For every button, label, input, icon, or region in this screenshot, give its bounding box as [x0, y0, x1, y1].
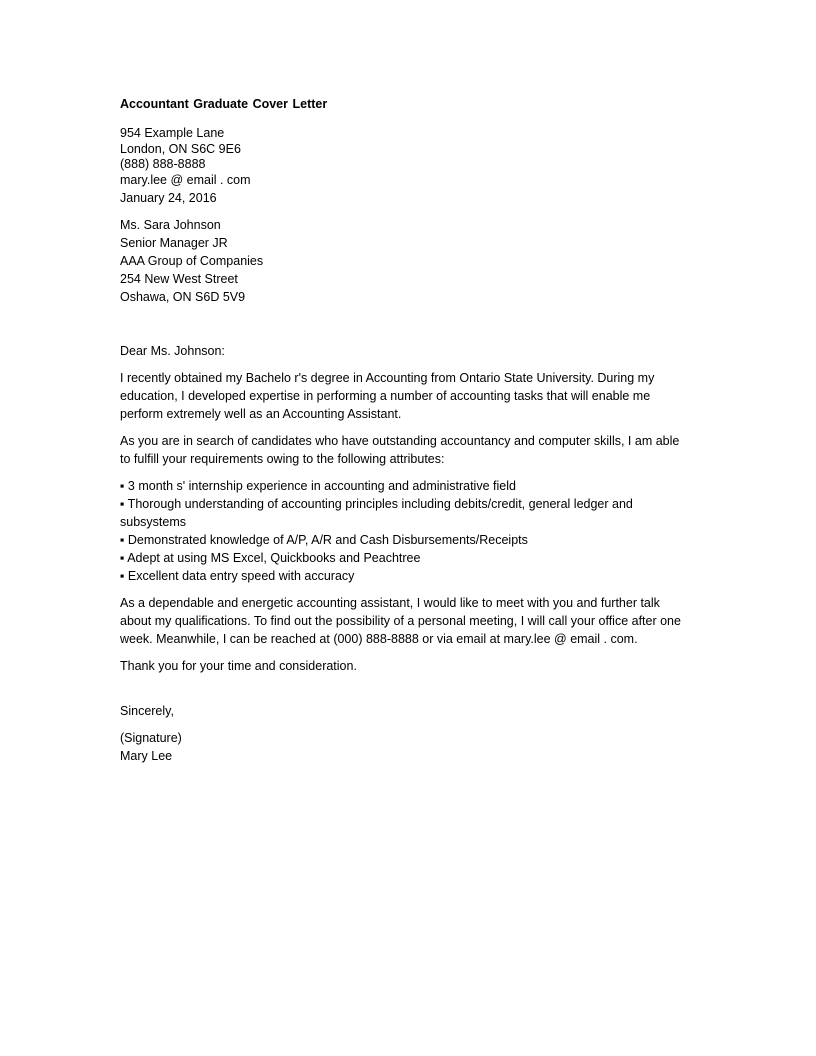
signature: (Signature) — [120, 730, 182, 745]
body-paragraph-3: As a dependable and energetic accounting assistant, I would like to meet with you and further talk about my qualifications. To find out the possibility of a personal meeting, I will call your office after one week. Meanwhile, I can be reached at (000) 888-8888 or via email at mary.lee @ email . com. — [120, 595, 681, 646]
list-item: ▪ Thorough understanding of accounting principles including debits/credit, general ledger and subsystems — [120, 496, 633, 529]
letter-date: January 24, 2016 — [120, 190, 217, 205]
list-item: ▪ Adept at using MS Excel, Quickbooks and Peachtree — [120, 550, 421, 565]
sender-email: mary.lee @ email . com — [120, 173, 251, 188]
body-paragraph-4: Thank you for your time and consideration. — [120, 658, 357, 673]
closing: Sincerely, — [120, 703, 174, 718]
document-title: Accountant Graduate Cover Letter — [120, 97, 328, 111]
body-paragraph-2: As you are in search of candidates who have outstanding accountancy and computer skills, I am able to fulfill your requirements owing to the following attributes: — [120, 433, 680, 466]
letter-page — [120, 95, 690, 765]
sender-phone: (888) 888-8888 — [120, 157, 206, 172]
recipient-company: AAA Group of Companies — [120, 253, 264, 268]
sender-street: 954 Example Lane — [120, 126, 225, 140]
recipient-street: 254 New West Street — [120, 271, 238, 286]
sender-city: London, ON S6C 9E6 — [120, 141, 241, 156]
sender-address — [120, 126, 690, 207]
attribute-list — [120, 477, 690, 585]
list-item: ▪ Demonstrated knowledge of A/P, A/R and Cash Disbursements/Receipts — [120, 532, 528, 547]
salutation: Dear Ms. Johnson: — [120, 343, 225, 358]
body-paragraph-1: I recently obtained my Bachelo r's degree in Accounting from Ontario State University. During my education, I developed expertise in performing a number of accounting tasks that will enable me perform extremely well as an Accounting Assistant. — [120, 370, 655, 421]
recipient-address — [120, 216, 690, 306]
recipient-city: Oshawa, ON S6D 5V9 — [120, 289, 246, 304]
recipient-name: Ms. Sara Johnson — [120, 217, 221, 232]
signer-name: Mary Lee — [120, 748, 173, 763]
recipient-position: Senior Manager JR — [120, 235, 228, 250]
list-item: ▪ 3 month s' internship experience in accounting and administrative field — [120, 478, 516, 493]
list-item: ▪ Excellent data entry speed with accuracy — [120, 568, 355, 583]
